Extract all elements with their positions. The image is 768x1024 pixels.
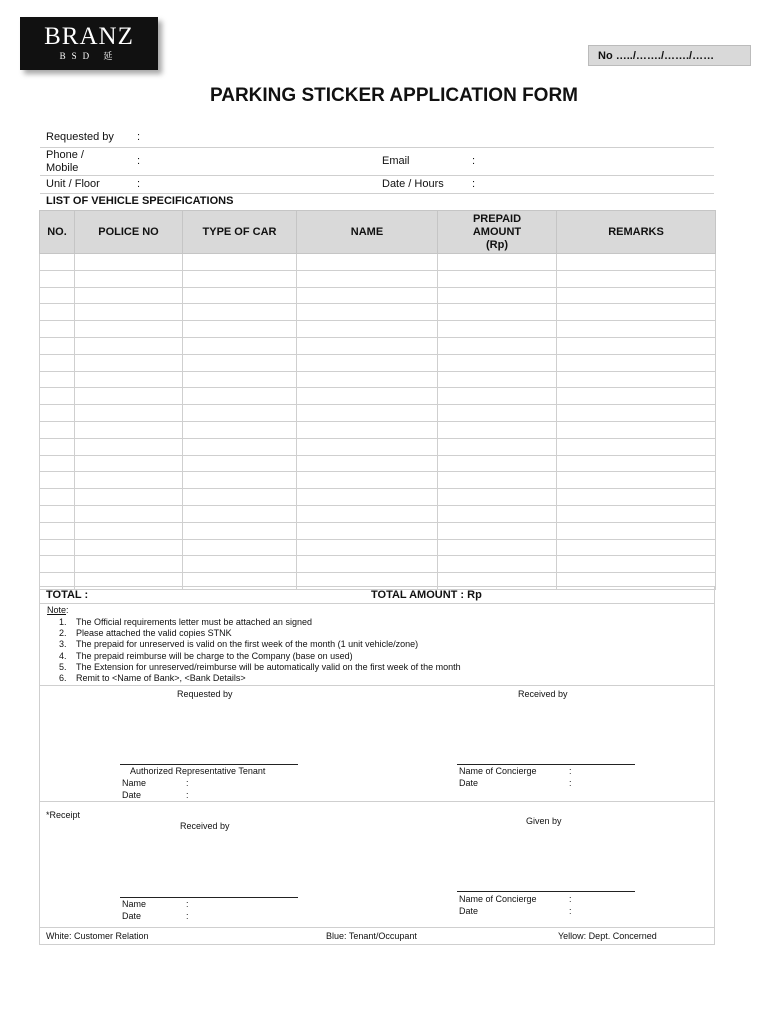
- unit-date-row[interactable]: [40, 176, 714, 194]
- table-row: [40, 539, 716, 556]
- table-cell[interactable]: [438, 421, 557, 438]
- table-cell[interactable]: [40, 337, 75, 354]
- table-cell[interactable]: [40, 287, 75, 304]
- prepaid-line-2: AMOUNT: [472, 225, 522, 238]
- table-cell[interactable]: [40, 270, 75, 287]
- phone-colon: :: [137, 155, 141, 167]
- date-hours-colon: :: [472, 178, 476, 190]
- footer-white-copy: White: Customer Relation: [46, 931, 149, 941]
- tenant-date-colon: :: [186, 790, 189, 800]
- table-cell[interactable]: [297, 321, 438, 338]
- receipt-received-by: Received by: [180, 821, 230, 831]
- table-cell[interactable]: [297, 304, 438, 321]
- table-cell[interactable]: [183, 254, 297, 271]
- receipt-concierge-date-colon: :: [569, 906, 572, 916]
- concierge-date-label: Date: [459, 778, 479, 788]
- table-cell[interactable]: [297, 539, 438, 556]
- table-row: [40, 304, 716, 321]
- table-cell[interactable]: [183, 556, 297, 573]
- table-row: [40, 371, 716, 388]
- table-cell[interactable]: [438, 489, 557, 506]
- table-cell[interactable]: [438, 405, 557, 422]
- table-cell[interactable]: [557, 337, 716, 354]
- col-remarks: REMARKS: [557, 211, 716, 254]
- concierge-signature-line[interactable]: [457, 764, 635, 765]
- table-cell[interactable]: [40, 254, 75, 271]
- phone-label-line1: Phone /: [46, 149, 84, 161]
- table-cell[interactable]: [557, 371, 716, 388]
- unit-floor-label: Unit / Floor: [46, 178, 100, 190]
- sig-received-by: Received by: [518, 689, 568, 699]
- table-cell[interactable]: [75, 455, 183, 472]
- vehicle-table-header: [40, 211, 716, 254]
- table-cell[interactable]: [183, 421, 297, 438]
- table-cell[interactable]: [557, 421, 716, 438]
- table-cell[interactable]: [40, 455, 75, 472]
- table-row: [40, 337, 716, 354]
- table-cell[interactable]: [75, 438, 183, 455]
- table-cell[interactable]: [297, 505, 438, 522]
- table-cell[interactable]: [438, 539, 557, 556]
- table-cell[interactable]: [183, 505, 297, 522]
- table-cell[interactable]: [75, 388, 183, 405]
- table-cell[interactable]: [183, 287, 297, 304]
- concierge-name-label: Name of Concierge: [459, 766, 537, 776]
- table-cell[interactable]: [297, 489, 438, 506]
- table-cell[interactable]: [40, 556, 75, 573]
- table-cell[interactable]: [297, 270, 438, 287]
- table-cell[interactable]: [557, 522, 716, 539]
- table-cell[interactable]: [183, 539, 297, 556]
- table-row: [40, 270, 716, 287]
- table-cell[interactable]: [557, 556, 716, 573]
- table-cell[interactable]: [183, 270, 297, 287]
- table-cell[interactable]: [75, 304, 183, 321]
- concierge-date-colon: :: [569, 778, 572, 788]
- table-cell[interactable]: [183, 438, 297, 455]
- signature-block: [39, 686, 715, 802]
- total-amount-label: TOTAL AMOUNT : Rp: [371, 589, 482, 601]
- table-cell[interactable]: [75, 556, 183, 573]
- table-cell[interactable]: [438, 371, 557, 388]
- table-cell[interactable]: [183, 472, 297, 489]
- table-cell[interactable]: [40, 354, 75, 371]
- table-cell[interactable]: [297, 438, 438, 455]
- table-row: [40, 556, 716, 573]
- table-row: [40, 522, 716, 539]
- table-cell[interactable]: [557, 489, 716, 506]
- receipt-name-label: Name: [122, 899, 147, 909]
- table-cell[interactable]: [75, 337, 183, 354]
- table-cell[interactable]: [40, 371, 75, 388]
- table-cell[interactable]: [438, 287, 557, 304]
- phone-label-line2: Mobile: [46, 162, 79, 174]
- table-row: [40, 455, 716, 472]
- table-cell[interactable]: [557, 438, 716, 455]
- table-cell[interactable]: [438, 304, 557, 321]
- branz-logo: [20, 17, 158, 70]
- table-row: [40, 405, 716, 422]
- table-cell[interactable]: [297, 254, 438, 271]
- logo-wordmark: BRANZ: [44, 23, 134, 50]
- receipt-concierge-colon: :: [569, 894, 572, 904]
- table-cell[interactable]: [438, 455, 557, 472]
- vehicle-section-title: LIST OF VEHICLE SPECIFICATIONS: [46, 195, 234, 207]
- receipt-given-by: Given by: [526, 816, 562, 826]
- table-cell[interactable]: [75, 539, 183, 556]
- phone-email-row[interactable]: [40, 148, 714, 176]
- table-row: [40, 254, 716, 271]
- table-cell[interactable]: [40, 321, 75, 338]
- prepaid-line-1: PREPAID: [472, 212, 522, 225]
- concierge-name-colon: :: [569, 766, 572, 776]
- table-cell[interactable]: [297, 522, 438, 539]
- form-number-box[interactable]: No …../……./……./……: [588, 45, 751, 66]
- table-cell[interactable]: [40, 522, 75, 539]
- table-cell[interactable]: [438, 438, 557, 455]
- page-title: PARKING STICKER APPLICATION FORM: [209, 85, 579, 106]
- receipt-label: *Receipt: [46, 810, 81, 820]
- tenant-name-label: Name: [122, 778, 147, 788]
- prepaid-line-3: (Rp): [486, 238, 508, 251]
- table-cell[interactable]: [40, 421, 75, 438]
- unit-floor-colon: :: [137, 178, 141, 190]
- receipt-concierge-date-label: Date: [459, 906, 479, 916]
- table-row: [40, 287, 716, 304]
- table-cell[interactable]: [40, 438, 75, 455]
- table-cell[interactable]: [297, 354, 438, 371]
- table-cell[interactable]: [297, 455, 438, 472]
- vehicle-table-body: [40, 254, 716, 590]
- col-prepaid-amount: [438, 211, 557, 254]
- receipt-block: [39, 802, 715, 928]
- receipt-name-colon: :: [186, 899, 189, 909]
- logo-subtitle: BSD 延: [59, 51, 119, 61]
- table-cell[interactable]: [297, 287, 438, 304]
- note-item: 6. Remit to <Name of Bank>, <Bank Details>: [59, 673, 246, 684]
- table-cell[interactable]: [40, 304, 75, 321]
- receipt-concierge-signature-line[interactable]: [457, 891, 635, 892]
- table-cell[interactable]: [183, 371, 297, 388]
- table-row: [40, 489, 716, 506]
- requested-by-row[interactable]: [40, 128, 714, 148]
- note-item: 1. The Official requirements letter must be attached an signed: [59, 617, 312, 627]
- table-cell[interactable]: [297, 556, 438, 573]
- table-cell[interactable]: [438, 522, 557, 539]
- table-cell[interactable]: [75, 354, 183, 371]
- table-cell[interactable]: [557, 321, 716, 338]
- note-item: 3. The prepaid for unreserved is valid on the first week of the month (1 unit vehicle/zone): [59, 639, 419, 650]
- table-cell[interactable]: [183, 337, 297, 354]
- table-cell[interactable]: [557, 304, 716, 321]
- footer-blue-copy: Blue: Tenant/Occupant: [326, 931, 417, 941]
- copy-distribution-footer: [39, 928, 715, 945]
- table-cell[interactable]: [183, 522, 297, 539]
- table-cell[interactable]: [75, 321, 183, 338]
- table-cell[interactable]: [75, 371, 183, 388]
- table-cell[interactable]: [297, 421, 438, 438]
- table-cell[interactable]: [557, 287, 716, 304]
- receipt-date-colon: :: [186, 911, 189, 921]
- table-cell[interactable]: [557, 472, 716, 489]
- table-cell[interactable]: [557, 354, 716, 371]
- table-cell[interactable]: [75, 522, 183, 539]
- table-cell[interactable]: [40, 489, 75, 506]
- table-row: [40, 354, 716, 371]
- table-cell[interactable]: [40, 539, 75, 556]
- table-row: [40, 421, 716, 438]
- table-cell[interactable]: [438, 388, 557, 405]
- table-cell[interactable]: [75, 421, 183, 438]
- table-cell[interactable]: [297, 405, 438, 422]
- receipt-concierge-label: Name of Concierge: [459, 894, 537, 904]
- table-cell[interactable]: [183, 489, 297, 506]
- notes-section: [39, 604, 715, 686]
- table-cell[interactable]: [297, 388, 438, 405]
- footer-yellow-copy: Yellow: Dept. Concerned: [558, 931, 657, 941]
- table-cell[interactable]: [40, 388, 75, 405]
- table-cell[interactable]: [297, 472, 438, 489]
- table-cell[interactable]: [557, 405, 716, 422]
- table-cell[interactable]: [557, 254, 716, 271]
- table-cell[interactable]: [183, 354, 297, 371]
- table-cell[interactable]: [438, 270, 557, 287]
- table-cell[interactable]: [75, 287, 183, 304]
- table-cell[interactable]: [557, 539, 716, 556]
- total-label: TOTAL :: [46, 589, 89, 601]
- date-hours-label: Date / Hours: [382, 178, 444, 190]
- table-cell[interactable]: [297, 371, 438, 388]
- note-item: 4. The prepaid reimburse will be charge to the Company (base on used): [59, 650, 353, 661]
- totals-row: [39, 586, 715, 604]
- table-cell[interactable]: [183, 405, 297, 422]
- table-cell[interactable]: [183, 455, 297, 472]
- notes-heading: Note:: [47, 605, 69, 615]
- note-item: 5. The Extension for unreserved/reimburse will be automatically valid on the first week of the month: [59, 661, 461, 672]
- table-cell[interactable]: [183, 304, 297, 321]
- requested-by-label: Requested by: [46, 131, 114, 143]
- table-cell[interactable]: [75, 405, 183, 422]
- table-cell[interactable]: [183, 388, 297, 405]
- table-cell[interactable]: [438, 556, 557, 573]
- table-cell[interactable]: [75, 505, 183, 522]
- tenant-signature-line[interactable]: [120, 764, 298, 765]
- col-type-of-car: TYPE OF CAR: [183, 211, 297, 254]
- authorized-rep-label: Authorized Representative Tenant: [130, 766, 266, 776]
- table-cell[interactable]: [557, 388, 716, 405]
- vehicle-table: [39, 210, 716, 590]
- table-cell[interactable]: [75, 270, 183, 287]
- col-name: NAME: [297, 211, 438, 254]
- table-row: [40, 388, 716, 405]
- tenant-date-label: Date: [122, 790, 142, 800]
- table-cell[interactable]: [438, 472, 557, 489]
- requested-by-colon: :: [137, 131, 141, 143]
- table-cell[interactable]: [557, 505, 716, 522]
- email-colon: :: [472, 155, 476, 167]
- table-cell[interactable]: [75, 254, 183, 271]
- table-cell[interactable]: [40, 405, 75, 422]
- col-no: NO.: [40, 211, 75, 254]
- table-cell[interactable]: [40, 472, 75, 489]
- table-cell[interactable]: [557, 270, 716, 287]
- table-cell[interactable]: [438, 337, 557, 354]
- table-cell[interactable]: [297, 337, 438, 354]
- table-cell[interactable]: [438, 321, 557, 338]
- table-cell[interactable]: [183, 321, 297, 338]
- receipt-receiver-signature-line[interactable]: [120, 897, 298, 898]
- note-item: 2. Please attached the valid copies STNK: [59, 628, 232, 639]
- table-row: [40, 438, 716, 455]
- table-cell[interactable]: [438, 505, 557, 522]
- table-cell[interactable]: [75, 472, 183, 489]
- table-row: [40, 505, 716, 522]
- table-cell[interactable]: [40, 505, 75, 522]
- table-row: [40, 472, 716, 489]
- email-label: Email: [382, 155, 410, 167]
- table-cell[interactable]: [438, 254, 557, 271]
- notes-list: [59, 617, 461, 684]
- table-cell[interactable]: [438, 354, 557, 371]
- table-cell[interactable]: [75, 489, 183, 506]
- sig-requested-by: Requested by: [177, 689, 233, 699]
- col-police-no: POLICE NO: [75, 211, 183, 254]
- table-row: [40, 321, 716, 338]
- tenant-name-colon: :: [186, 778, 189, 788]
- receipt-date-label: Date: [122, 911, 142, 921]
- table-cell[interactable]: [557, 455, 716, 472]
